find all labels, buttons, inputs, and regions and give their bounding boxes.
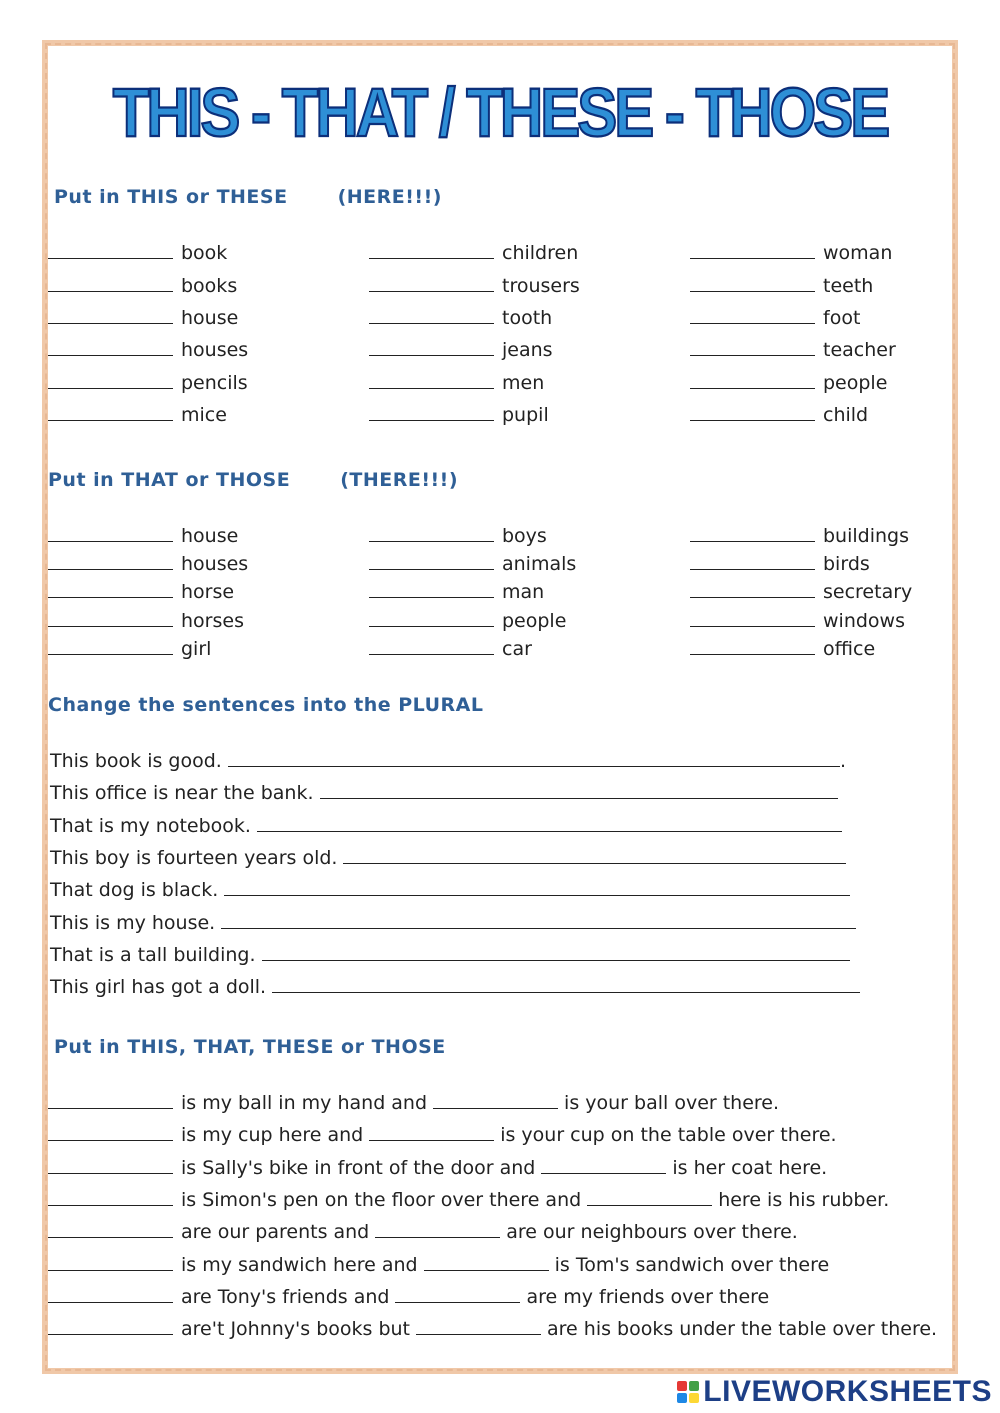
- plural-sentence: [50, 879, 850, 901]
- sentence-part-2: is your ball over there.: [564, 1092, 780, 1114]
- answer-blank[interactable]: [541, 1172, 666, 1174]
- answer-blank[interactable]: [48, 653, 173, 655]
- answer-blank[interactable]: [369, 653, 494, 655]
- noun-label: people: [823, 372, 888, 394]
- answer-line[interactable]: [343, 862, 846, 864]
- fill-item: [369, 372, 544, 394]
- sentence-text: That is a tall building.: [50, 943, 256, 966]
- answer-blank[interactable]: [48, 290, 173, 292]
- fill-item: [48, 553, 248, 575]
- answer-blank[interactable]: [48, 596, 173, 598]
- answer-blank[interactable]: [48, 625, 173, 627]
- fill-item: [48, 638, 211, 660]
- answer-blank[interactable]: [48, 1172, 173, 1174]
- sentence-text: This is my house.: [50, 911, 216, 934]
- answer-blank[interactable]: [369, 625, 494, 627]
- noun-label: tooth: [502, 307, 553, 329]
- plural-sentence: [50, 847, 846, 869]
- plural-sentence: [50, 912, 856, 934]
- brand-text: LIVEWORKSHEETS: [703, 1375, 992, 1408]
- sentence-part-2: is her coat here.: [672, 1156, 828, 1179]
- answer-line[interactable]: [228, 765, 840, 767]
- sentence-part-2: here is his rubber.: [718, 1188, 890, 1211]
- logo-icon: [677, 1381, 699, 1403]
- fill-item: [690, 372, 887, 394]
- section2-heading: [48, 469, 458, 491]
- fill-item: [48, 339, 248, 361]
- sentence-part-1: is my cup here and: [181, 1124, 364, 1147]
- noun-label: men: [502, 372, 545, 394]
- answer-blank[interactable]: [587, 1204, 712, 1206]
- logo-square-yellow: [689, 1393, 699, 1403]
- noun-label: foot: [823, 307, 861, 329]
- sentence-text: That is my notebook.: [50, 814, 251, 837]
- fill-item: [690, 339, 896, 361]
- noun-label: man: [502, 581, 545, 603]
- noun-label: teeth: [823, 275, 874, 297]
- sentence-part-2: is Tom's sandwich over there: [554, 1253, 830, 1276]
- answer-blank[interactable]: [369, 419, 494, 421]
- answer-blank[interactable]: [369, 540, 494, 542]
- answer-blank[interactable]: [48, 568, 173, 570]
- answer-blank[interactable]: [48, 1139, 173, 1141]
- answer-blank[interactable]: [690, 354, 815, 356]
- answer-blank[interactable]: [690, 387, 815, 389]
- answer-blank[interactable]: [369, 354, 494, 356]
- sentence-part-2: are his books under the table over there.: [547, 1318, 938, 1341]
- noun-label: child: [823, 404, 869, 426]
- answer-blank[interactable]: [416, 1333, 541, 1335]
- fill-item: [369, 404, 549, 426]
- section1-heading-text: Put in THIS or THESE: [54, 186, 288, 208]
- noun-label: girl: [181, 638, 212, 660]
- answer-blank[interactable]: [369, 387, 494, 389]
- answer-blank[interactable]: [690, 257, 815, 259]
- fill-item: [690, 581, 912, 603]
- sentence-part-2: are our neighbours over there.: [506, 1221, 798, 1244]
- answer-blank[interactable]: [48, 1301, 173, 1303]
- fill-item: [48, 242, 227, 264]
- fill-item: [48, 275, 237, 297]
- fill-item: [690, 307, 860, 329]
- noun-label: animals: [502, 553, 577, 575]
- answer-blank[interactable]: [369, 322, 494, 324]
- fill-item: [369, 581, 544, 603]
- answer-blank[interactable]: [690, 540, 815, 542]
- noun-label: pencils: [181, 372, 248, 394]
- sentence-text: This office is near the bank.: [50, 782, 314, 805]
- worksheet-title: THIS - THAT / THESE - THOSE: [112, 73, 888, 152]
- answer-blank[interactable]: [690, 625, 815, 627]
- noun-label: houses: [181, 339, 249, 361]
- fill-item: [48, 525, 238, 547]
- sentence-part-1: are Tony's friends and: [181, 1285, 390, 1308]
- answer-blank[interactable]: [424, 1269, 549, 1271]
- fill-item: [369, 307, 552, 329]
- sentence-text: That dog is black.: [50, 879, 219, 902]
- plural-sentence: [50, 976, 860, 998]
- section4-heading: Put in THIS, THAT, THESE or THOSE: [54, 1036, 446, 1058]
- fill-item: [369, 339, 553, 361]
- answer-blank[interactable]: [433, 1107, 558, 1109]
- noun-label: secretary: [823, 581, 913, 603]
- plural-sentence: [50, 815, 842, 837]
- liveworksheets-logo: [677, 1377, 992, 1407]
- answer-blank[interactable]: [48, 322, 173, 324]
- fill-item: [690, 525, 909, 547]
- sentence-part-1: are't Johnny's books but: [181, 1318, 411, 1341]
- answer-line[interactable]: [257, 830, 842, 832]
- answer-blank[interactable]: [48, 387, 173, 389]
- fill-sentence-row: [48, 1286, 769, 1308]
- sentence-part-1: is my ball in my hand and: [181, 1092, 428, 1114]
- answer-blank[interactable]: [369, 257, 494, 259]
- fill-sentence-row: [48, 1221, 798, 1243]
- fill-item: [48, 581, 234, 603]
- answer-blank[interactable]: [48, 354, 173, 356]
- logo-square-green: [689, 1381, 699, 1391]
- answer-line[interactable]: [221, 927, 856, 929]
- answer-blank[interactable]: [48, 540, 173, 542]
- answer-line[interactable]: [272, 991, 860, 993]
- answer-line[interactable]: [262, 959, 850, 961]
- answer-blank[interactable]: [48, 257, 173, 259]
- fill-item: [369, 275, 580, 297]
- answer-blank[interactable]: [369, 568, 494, 570]
- fill-sentence-row: [48, 1189, 889, 1211]
- noun-label: trousers: [502, 275, 580, 297]
- noun-label: jeans: [502, 339, 553, 361]
- sentence-text: This boy is fourteen years old.: [50, 846, 338, 869]
- noun-label: car: [502, 638, 532, 660]
- answer-blank[interactable]: [690, 322, 815, 324]
- noun-label: windows: [823, 610, 905, 632]
- noun-label: buildings: [823, 525, 910, 547]
- sentence-part-2: is your cup on the table over there.: [500, 1124, 837, 1147]
- noun-label: books: [181, 275, 238, 297]
- logo-square-red: [677, 1381, 687, 1391]
- sentence-text: This book is good.: [50, 750, 222, 772]
- section1-heading: [54, 186, 442, 208]
- noun-label: boys: [502, 525, 547, 547]
- sentence-text: This girl has got a doll.: [50, 976, 267, 999]
- answer-blank[interactable]: [690, 568, 815, 570]
- fill-item: [690, 638, 875, 660]
- answer-blank[interactable]: [369, 1139, 494, 1141]
- answer-blank[interactable]: [690, 419, 815, 421]
- sentence-part-2: are my friends over there: [526, 1285, 770, 1308]
- noun-label: book: [181, 242, 228, 264]
- fill-item: [369, 553, 576, 575]
- answer-line[interactable]: [320, 797, 839, 799]
- answer-blank[interactable]: [690, 596, 815, 598]
- noun-label: birds: [823, 553, 870, 575]
- logo-square-blue: [677, 1393, 687, 1403]
- section3-heading: Change the sentences into the PLURAL: [48, 694, 484, 716]
- sentence-end-period: .: [840, 750, 847, 772]
- fill-item: [690, 404, 868, 426]
- answer-blank[interactable]: [690, 653, 815, 655]
- answer-blank[interactable]: [48, 1236, 173, 1238]
- noun-label: office: [823, 638, 876, 660]
- section2-note: (THERE!!!): [340, 469, 458, 491]
- noun-label: house: [181, 307, 239, 329]
- fill-sentence-row: [48, 1092, 779, 1114]
- fill-item: [48, 307, 238, 329]
- answer-blank[interactable]: [369, 290, 494, 292]
- plural-sentence: [50, 944, 850, 966]
- sentence-part-1: is Sally's bike in front of the door and: [181, 1156, 536, 1179]
- answer-blank[interactable]: [48, 1333, 173, 1335]
- answer-blank[interactable]: [48, 419, 173, 421]
- answer-line[interactable]: [224, 894, 850, 896]
- fill-item: [690, 610, 905, 632]
- section1-note: (HERE!!!): [337, 186, 442, 208]
- noun-label: pupil: [502, 404, 549, 426]
- fill-sentence-row: [48, 1254, 829, 1276]
- noun-label: people: [502, 610, 567, 632]
- fill-item: [48, 372, 248, 394]
- answer-blank[interactable]: [395, 1301, 520, 1303]
- fill-sentence-row: [48, 1124, 837, 1146]
- fill-sentence-row: [48, 1157, 827, 1179]
- answer-blank[interactable]: [48, 1107, 173, 1109]
- noun-label: woman: [823, 242, 893, 264]
- fill-item: [48, 610, 244, 632]
- noun-label: houses: [181, 553, 249, 575]
- noun-label: horses: [181, 610, 244, 632]
- sentence-part-1: is my sandwich here and: [181, 1253, 418, 1276]
- plural-sentence: [50, 782, 838, 804]
- answer-blank[interactable]: [375, 1236, 500, 1238]
- sentence-part-1: are our parents and: [181, 1221, 370, 1244]
- plural-sentence: [50, 750, 846, 772]
- fill-item: [690, 553, 870, 575]
- noun-label: house: [181, 525, 239, 547]
- answer-blank[interactable]: [48, 1269, 173, 1271]
- noun-label: mice: [181, 404, 227, 426]
- sentence-part-1: is Simon's pen on the floor over there and: [181, 1188, 582, 1211]
- fill-item: [369, 610, 566, 632]
- answer-blank[interactable]: [48, 1204, 173, 1206]
- section2-heading-text: Put in THAT or THOSE: [48, 469, 291, 491]
- fill-item: [690, 242, 892, 264]
- fill-item: [48, 404, 227, 426]
- noun-label: teacher: [823, 339, 896, 361]
- fill-item: [369, 525, 547, 547]
- noun-label: horse: [181, 581, 235, 603]
- fill-item: [369, 242, 578, 264]
- fill-sentence-row: [48, 1318, 937, 1340]
- answer-blank[interactable]: [369, 596, 494, 598]
- fill-item: [369, 638, 532, 660]
- fill-item: [690, 275, 873, 297]
- answer-blank[interactable]: [690, 290, 815, 292]
- noun-label: children: [502, 242, 579, 264]
